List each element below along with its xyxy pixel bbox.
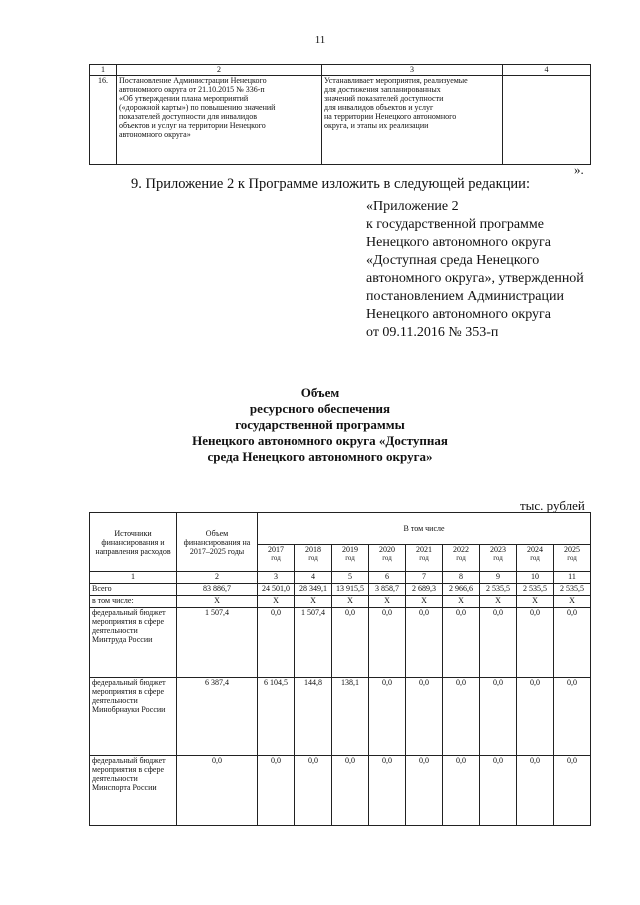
year-header xyxy=(258,544,295,571)
year-cell: X xyxy=(517,596,554,608)
year-cell: 0,0 xyxy=(332,756,369,826)
volume-header: Объем финансирования на 2017–2025 годы xyxy=(177,513,258,572)
year-cell: 2 535,5 xyxy=(517,584,554,596)
year-cell: 0,0 xyxy=(554,678,591,756)
year-word: год xyxy=(567,553,577,562)
year-cell: 0,0 xyxy=(480,756,517,826)
table-row xyxy=(90,608,591,678)
year-word: год xyxy=(419,553,429,562)
row-total: X xyxy=(177,596,258,608)
year-value: 2018 xyxy=(305,544,321,554)
table-row xyxy=(90,584,591,596)
year-cell: 0,0 xyxy=(258,756,295,826)
header-cell: 2 xyxy=(117,65,322,76)
year-word: год xyxy=(308,553,318,562)
column-number: 8 xyxy=(443,572,480,584)
year-header xyxy=(517,544,554,571)
year-cell: 1 507,4 xyxy=(295,608,332,678)
row-label: федеральный бюджет мероприятия в сфере деятельности Минтруда России xyxy=(90,608,177,678)
year-cell: 0,0 xyxy=(443,678,480,756)
act-note-cell xyxy=(503,76,591,165)
row-label: федеральный бюджет мероприятия в сфере деятельности Минобрнауки России xyxy=(90,678,177,756)
year-header xyxy=(332,544,369,571)
header-cell: 3 xyxy=(322,65,503,76)
year-value: 2025 xyxy=(564,544,581,554)
appendix-line: «Доступная среда Ненецкого xyxy=(366,253,540,268)
row-total: 83 886,7 xyxy=(177,584,258,596)
year-value: 2017 xyxy=(268,544,284,554)
purpose-line: округа, и этапы их реализации xyxy=(324,121,429,130)
year-cell: 0,0 xyxy=(480,608,517,678)
act-purpose-cell xyxy=(322,76,503,165)
row-label: федеральный бюджет мероприятия в сфере деятельности Минспорта России xyxy=(90,756,177,826)
year-cell: 28 349,1 xyxy=(295,584,332,596)
year-word: год xyxy=(382,553,392,562)
year-header xyxy=(295,544,332,571)
closing-quote: ». xyxy=(574,162,584,177)
page-number: 11 xyxy=(314,34,326,46)
year-cell: 0,0 xyxy=(369,608,406,678)
year-cell: 0,0 xyxy=(480,678,517,756)
year-cell: 0,0 xyxy=(406,608,443,678)
column-number: 9 xyxy=(480,572,517,584)
purpose-line: для достижения запланированных xyxy=(324,85,441,94)
year-value: 2024 xyxy=(527,544,543,554)
column-number: 1 xyxy=(90,572,177,584)
column-number: 2 xyxy=(177,572,258,584)
column-number: 6 xyxy=(369,572,406,584)
header-cell: 4 xyxy=(503,65,591,76)
column-number: 3 xyxy=(258,572,295,584)
row-label: Всего xyxy=(90,584,177,596)
including-header: В том числе xyxy=(258,513,591,545)
purpose-line: для инвалидов объектов и услуг xyxy=(324,103,434,112)
year-cell: 0,0 xyxy=(406,678,443,756)
year-cell: X xyxy=(480,596,517,608)
act-line: «Об утверждении плана мероприятий xyxy=(119,94,249,103)
year-header xyxy=(554,544,591,571)
purpose-line: значений показателей доступности xyxy=(324,94,444,103)
year-value: 2023 xyxy=(490,544,506,554)
title-line: ресурсного обеспечения xyxy=(249,401,391,416)
appendix-heading xyxy=(366,198,584,342)
header-cell: 1 xyxy=(90,65,117,76)
year-cell: 0,0 xyxy=(517,756,554,826)
column-number: 10 xyxy=(517,572,554,584)
year-cell: 24 501,0 xyxy=(258,584,295,596)
year-cell: 6 104,5 xyxy=(258,678,295,756)
column-number: 7 xyxy=(406,572,443,584)
year-value: 2019 xyxy=(342,544,358,554)
row-total: 6 387,4 xyxy=(177,678,258,756)
row-label: в том числе: xyxy=(90,596,177,608)
year-cell: 138,1 xyxy=(332,678,369,756)
acts-table-header xyxy=(90,65,591,76)
appendix-line: Ненецкого автономного округа xyxy=(366,307,551,322)
year-header xyxy=(480,544,517,571)
column-number: 11 xyxy=(554,572,591,584)
year-cell: X xyxy=(554,596,591,608)
appendix-line: Ненецкого автономного округа xyxy=(366,235,551,250)
year-cell: 2 689,3 xyxy=(406,584,443,596)
year-header xyxy=(406,544,443,571)
year-cell: X xyxy=(258,596,295,608)
title-line: среда Ненецкого автономного округа» xyxy=(207,449,433,464)
year-cell: 144,8 xyxy=(295,678,332,756)
year-cell: X xyxy=(443,596,480,608)
row-number: 16. xyxy=(90,76,117,165)
table-row xyxy=(90,596,591,608)
year-cell: 0,0 xyxy=(443,756,480,826)
year-cell: 2 535,5 xyxy=(554,584,591,596)
year-cell: 0,0 xyxy=(369,756,406,826)
row-total: 0,0 xyxy=(177,756,258,826)
title-line: Ненецкого автономного округа «Доступная xyxy=(192,433,448,448)
year-word: год xyxy=(345,553,355,562)
year-cell: 0,0 xyxy=(406,756,443,826)
funding-table xyxy=(89,512,591,826)
act-line: («дорожной карты») по повышению значений xyxy=(119,103,276,112)
title-line: государственной программы xyxy=(235,417,405,432)
year-word: год xyxy=(530,553,540,562)
year-cell: 0,0 xyxy=(295,756,332,826)
item-9-paragraph: 9. Приложение 2 к Программе изложить в следующей редакции: xyxy=(131,176,530,192)
year-word: год xyxy=(271,553,281,562)
year-cell: 13 915,5 xyxy=(332,584,369,596)
appendix-line: к государственной программе xyxy=(366,217,544,232)
year-cell: 0,0 xyxy=(443,608,480,678)
year-cell: 0,0 xyxy=(258,608,295,678)
year-cell: 3 858,7 xyxy=(369,584,406,596)
column-number: 4 xyxy=(295,572,332,584)
year-header xyxy=(443,544,480,571)
act-line: объектов и услуг на территории Ненецкого xyxy=(119,121,266,130)
units-label: тыс. рублей xyxy=(520,498,585,513)
purpose-line: Устанавливает мероприятия, реализуемые xyxy=(324,76,468,85)
year-value: 2021 xyxy=(416,544,432,554)
appendix-line: от 09.11.2016 № 353-п xyxy=(366,325,499,340)
act-line: автономного округа от 21.10.2015 № 336-п xyxy=(119,85,265,94)
year-value: 2020 xyxy=(379,544,395,554)
purpose-line: на территории Ненецкого автономного xyxy=(324,112,457,121)
appendix-line: постановлением Администрации xyxy=(366,289,564,304)
year-cell: 0,0 xyxy=(554,756,591,826)
year-cell: X xyxy=(295,596,332,608)
appendix-line: автономного округа», утвержденной xyxy=(366,271,584,286)
act-line: показателей доступности для инвалидов xyxy=(119,112,257,121)
act-line: автономного округа» xyxy=(119,130,191,139)
year-cell: 0,0 xyxy=(554,608,591,678)
appendix-line: «Приложение 2 xyxy=(366,199,459,214)
year-word: год xyxy=(493,553,503,562)
table-row xyxy=(90,756,591,826)
act-name-cell xyxy=(117,76,322,165)
act-line: Постановление Администрации Ненецкого xyxy=(119,76,267,85)
funding-header-row xyxy=(90,513,591,545)
acts-table xyxy=(89,64,591,165)
year-cell: 0,0 xyxy=(369,678,406,756)
row-total: 1 507,4 xyxy=(177,608,258,678)
year-header xyxy=(369,544,406,571)
column-number: 5 xyxy=(332,572,369,584)
year-word: год xyxy=(456,553,466,562)
year-cell: X xyxy=(332,596,369,608)
year-cell: X xyxy=(369,596,406,608)
year-cell: 2 966,6 xyxy=(443,584,480,596)
year-cell: 0,0 xyxy=(332,608,369,678)
year-cell: 0,0 xyxy=(517,608,554,678)
year-value: 2022 xyxy=(453,544,469,554)
sources-header: Источники финансирования и направления расходов xyxy=(90,513,177,572)
table-row xyxy=(90,678,591,756)
year-cell: X xyxy=(406,596,443,608)
year-cell: 0,0 xyxy=(517,678,554,756)
title-line: Объем xyxy=(300,385,340,400)
table-row xyxy=(90,76,591,165)
document-title xyxy=(0,385,640,465)
year-cell: 2 535,5 xyxy=(480,584,517,596)
column-numbers-row xyxy=(90,572,591,584)
